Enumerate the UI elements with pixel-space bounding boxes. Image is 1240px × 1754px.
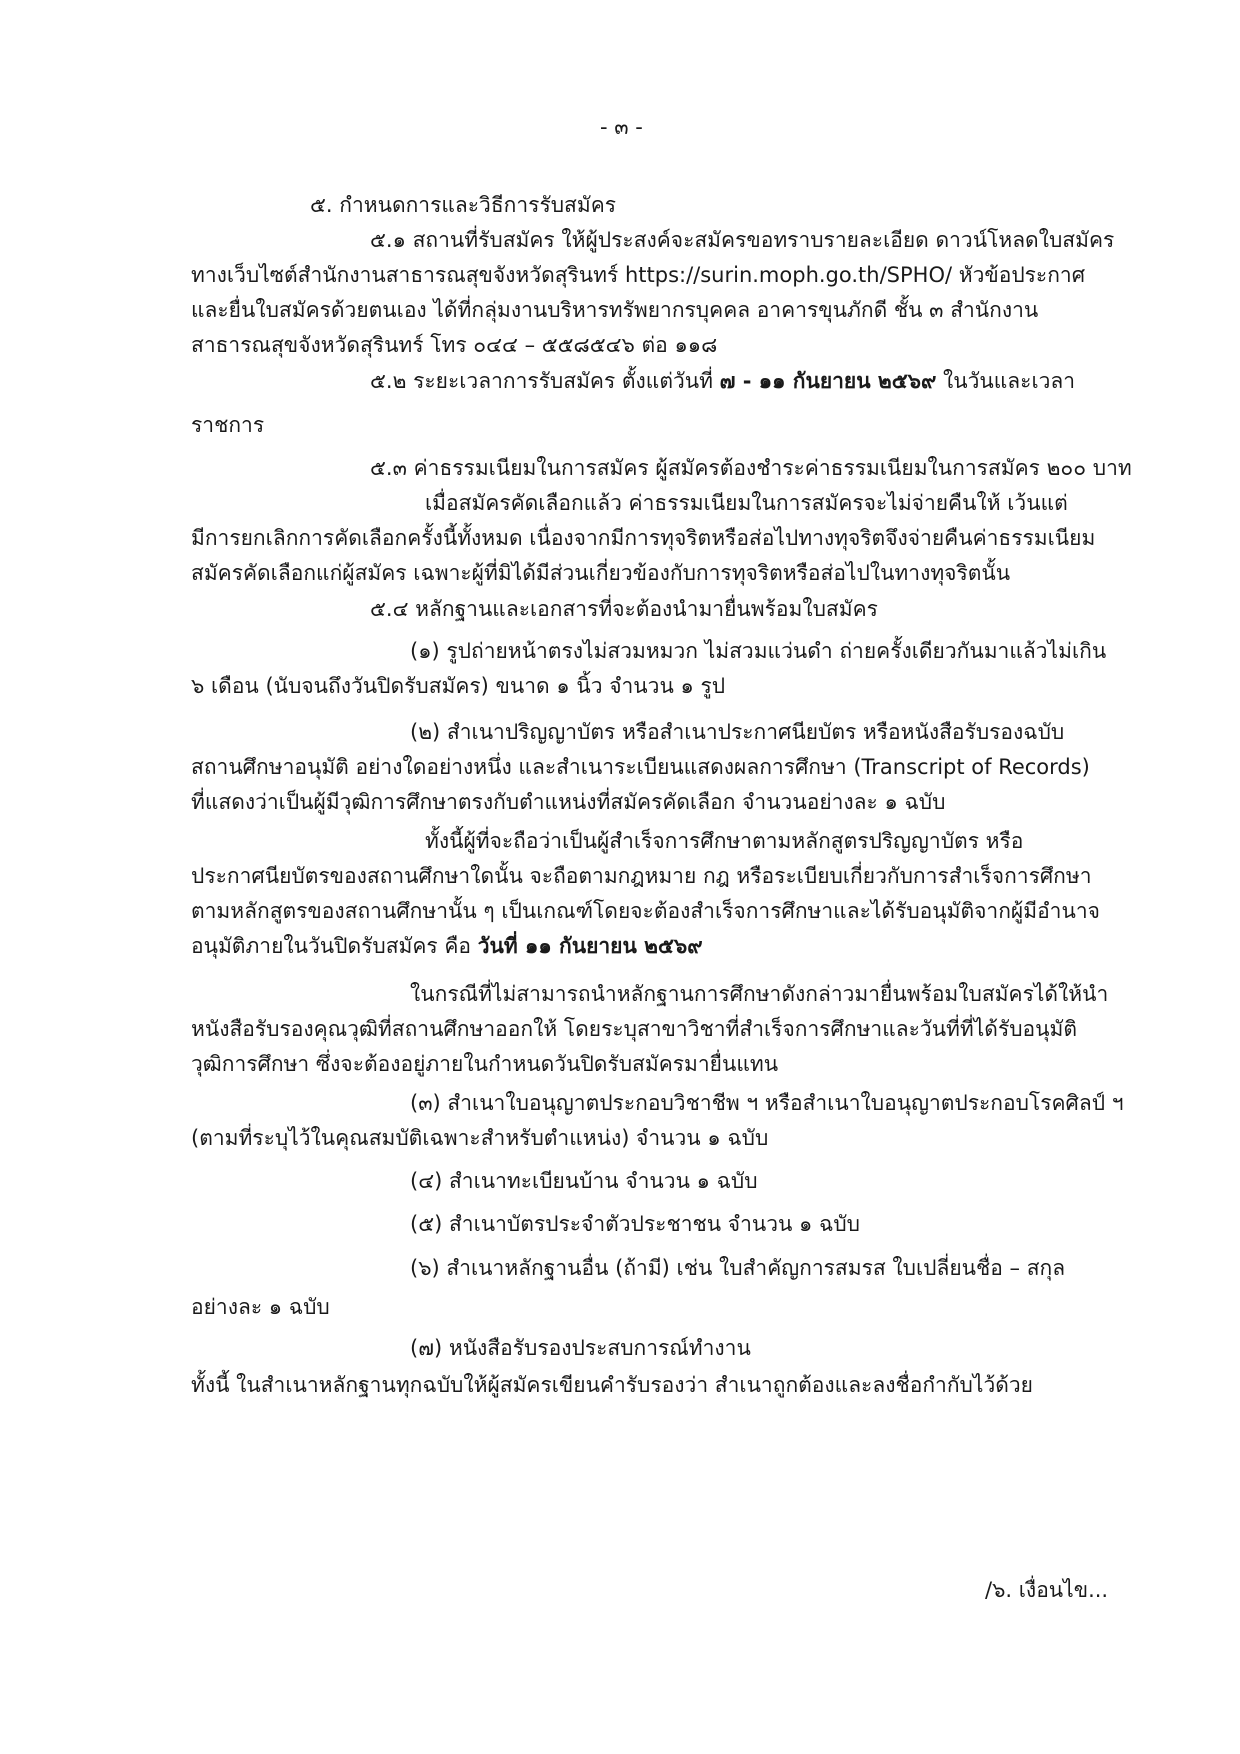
item3-line-2: (ตามที่ระบุไว้ในคุณสมบัติเฉพาะสำหรับตำแหน่ง) จำนวน ๑ ฉบับ	[191, 1126, 769, 1150]
note1-line-2: ประกาศนียบัตรของสถานศึกษาใดนั้น จะถือตามกฎหมาย กฎ หรือระเบียบเกี่ยวกับการสำเร็จการศึกษา	[191, 864, 1092, 888]
p51-line-3: และยื่นใบสมัครด้วยตนเอง ได้ที่กลุ่มงานบริหารทรัพยากรบุคคล อาคารขุนภักดี ชั้น ๓ สำนักงาน	[191, 298, 1039, 322]
item5: (๕) สำเนาบัตรประจำตัวประชาชน จำนวน ๑ ฉบับ	[410, 1212, 861, 1236]
note1-line-3: ตามหลักสูตรของสถานศึกษานั้น ๆ เป็นเกณฑ์โดยจะต้องสำเร็จการศึกษาและได้รับอนุมัติจากผู้มีอำนาจ	[191, 899, 1100, 923]
item7: (๗) หนังสือรับรองประสบการณ์ทำงาน	[410, 1336, 751, 1360]
note2-line-1: ในกรณีที่ไม่สามารถนำหลักฐานการศึกษาดังกล่าวมายื่นพร้อมใบสมัครได้ให้นำ	[410, 982, 1109, 1006]
item6-line-1: (๖) สำเนาหลักฐานอื่น (ถ้ามี) เช่น ใบสำคัญการสมรส ใบเปลี่ยนชื่อ – สกุล	[410, 1256, 1066, 1280]
closing-date: วันที่ ๑๑ กันยายน ๒๕๖๙	[477, 934, 703, 958]
p53-line-3: มีการยกเลิกการคัดเลือกครั้งนี้ทั้งหมด เนื่องจากมีการทุจริตหรือส่อไปทางทุจริตจึงจ่ายคืนค่าธรรมเนียม	[191, 526, 1096, 550]
text-span: ๕.๑ สถานที่รับสมัคร ให้ผู้ประสงค์จะสมัครขอทราบรายละเอียด ดาวน์โหลดใบสมัคร	[370, 228, 1115, 252]
item3-line-1: (๓) สำเนาใบอนุญาตประกอบวิชาชีพ ฯ หรือสำเนาใบอนุญาตประกอบโรคศิลป์ ฯ	[410, 1091, 1124, 1115]
item1-line-1: (๑) รูปถ่ายหน้าตรงไม่สวมหมวก ไม่สวมแว่นดำ ถ่ายครั้งเดียวกันมาแล้วไม่เกิน	[410, 639, 1107, 663]
p51-line-4: สาธารณสุขจังหวัดสุรินทร์ โทร ๐๔๔ – ๕๕๘๕๔๖ ต่อ ๑๑๘	[191, 333, 718, 357]
note1-line-1: ทั้งนี้ผู้ที่จะถือว่าเป็นผู้สำเร็จการศึกษาตามหลักสูตรปริญญาบัตร หรือ	[425, 829, 1024, 853]
p52-line-1	[370, 366, 1075, 396]
p52-text-c: ในวันและเวลา	[936, 369, 1076, 393]
section-heading: ๕. กำหนดการและวิธีการรับสมัคร	[310, 193, 617, 217]
closing-statement: ทั้งนี้ ในสำเนาหลักฐานทุกฉบับให้ผู้สมัครเขียนคำรับรองว่า สำเนาถูกต้องและลงชื่อกำกับไว้ด้วย	[191, 1373, 1033, 1397]
p54-heading: ๕.๔ หลักฐานและเอกสารที่จะต้องนำมายื่นพร้อมใบสมัคร	[370, 597, 878, 621]
p52-date-range: ๗ - ๑๑ กันยายน ๒๕๖๙	[719, 369, 937, 393]
p51-line-2: ทางเว็บไซต์สำนักงานสาธารณสุขจังหวัดสุรินทร์ https://surin.moph.go.th/SPHO/ หัวข้อประกาศ	[191, 263, 1086, 287]
note1-line-4	[191, 931, 703, 961]
note2-line-2: หนังสือรับรองคุณวุฒิที่สถานศึกษาออกให้ โดยระบุสาขาวิชาที่สำเร็จการศึกษาและวันที่ที่ได้รับอนุมัติ	[191, 1017, 1077, 1041]
item2-line-1: (๒) สำเนาปริญญาบัตร หรือสำเนาประกาศนียบัตร หรือหนังสือรับรองฉบับ	[410, 720, 1065, 744]
note2-line-3: วุฒิการศึกษา ซึ่งจะต้องอยู่ภายในกำหนดวันปิดรับสมัครมายื่นแทน	[191, 1052, 779, 1076]
item4: (๔) สำเนาทะเบียนบ้าน จำนวน ๑ ฉบับ	[410, 1169, 758, 1193]
p51-line-1	[370, 225, 1116, 255]
footer-continuation: /๖. เงื่อนไข...	[985, 1578, 1109, 1602]
item2-line-3: ที่แสดงว่าเป็นผู้มีวุฒิการศึกษาตรงกับตำแหน่งที่สมัครคัดเลือก จำนวนอย่างละ ๑ ฉบับ	[191, 790, 946, 814]
p52-text-a: ๕.๒ ระยะเวลาการรับสมัคร ตั้งแต่วันที่	[370, 369, 720, 393]
note1-text: อนุมัติภายในวันปิดรับสมัคร คือ	[191, 934, 478, 958]
p53-line-2: เมื่อสมัครคัดเลือกแล้ว ค่าธรรมเนียมในการสมัครจะไม่จ่ายคืนให้ เว้นแต่	[425, 491, 1068, 515]
item2-line-2: สถานศึกษาอนุมัติ อย่างใดอย่างหนึ่ง และสำเนาระเบียนแสดงผลการศึกษา (Transcript of Records)	[191, 755, 1090, 779]
p53-line-1: ๕.๓ ค่าธรรมเนียมในการสมัคร ผู้สมัครต้องชำระค่าธรรมเนียมในการสมัคร ๒๐๐ บาท	[370, 456, 1132, 480]
p52-line-2: ราชการ	[191, 413, 265, 437]
item1-line-2: ๖ เดือน (นับจนถึงวันปิดรับสมัคร) ขนาด ๑ นิ้ว จำนวน ๑ รูป	[191, 674, 726, 698]
p53-line-4: สมัครคัดเลือกแก่ผู้สมัคร เฉพาะผู้ที่มิได้มีส่วนเกี่ยวข้องกับการทุจริตหรือส่อไปในทางทุจริตนั้น	[191, 561, 1011, 585]
page-number: - ๓ -	[600, 115, 643, 139]
item6-line-2: อย่างละ ๑ ฉบับ	[191, 1295, 330, 1319]
